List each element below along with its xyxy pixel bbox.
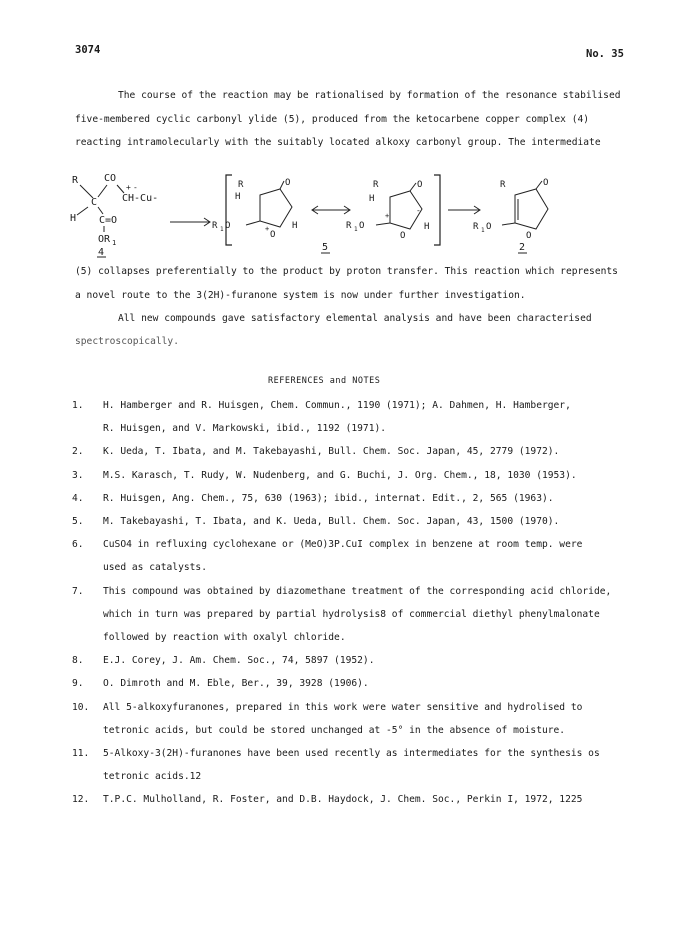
- reference-text: M.S. Karasch, T. Rudy, W. Nudenberg, and G. Buchi, J. Org. Chem., 18, 1030 (1953).: [103, 469, 577, 481]
- svg-text:R: R: [72, 175, 79, 186]
- paragraph2-line3: All new compounds gave satisfactory elemental analysis and have been characterised: [118, 313, 592, 324]
- svg-text:O: O: [526, 231, 532, 241]
- bracket-right: [434, 175, 440, 245]
- svg-text:R: R: [473, 222, 479, 232]
- compound-5-form-b: [346, 180, 429, 241]
- svg-text:+: +: [385, 212, 390, 220]
- svg-text:H: H: [369, 194, 375, 204]
- compound-2-structure: [473, 178, 548, 253]
- reference-text: E.J. Corey, J. Am. Chem. Soc., 74, 5897 (1952).: [103, 655, 375, 667]
- references-title: REFERENCES and NOTES: [268, 376, 381, 386]
- svg-text:R: R: [373, 180, 379, 190]
- svg-text:-: -: [133, 183, 138, 192]
- svg-text:H: H: [235, 192, 241, 202]
- issue-number: No. 35: [586, 48, 624, 60]
- reference-number: 10.: [72, 701, 90, 713]
- reaction-scheme: [60, 165, 620, 260]
- svg-text:OR: OR: [98, 234, 111, 245]
- reference-number: 1.: [72, 400, 84, 411]
- reference-number: 7.: [72, 585, 84, 597]
- reference-number: 6.: [72, 539, 84, 551]
- svg-text:O: O: [270, 230, 276, 240]
- svg-text:O: O: [400, 231, 406, 241]
- svg-text:H: H: [424, 222, 430, 232]
- svg-text:CH-Cu-: CH-Cu-: [122, 193, 159, 204]
- svg-text:O: O: [225, 221, 231, 231]
- svg-text:O: O: [417, 180, 423, 190]
- svg-text:CO: CO: [104, 173, 117, 184]
- reaction-arrow-1: [170, 218, 210, 226]
- reference-text: H. Hamberger and R. Huisgen, Chem. Commun., 1190 (1971); A. Dahmen, H. Hamberger,: [103, 400, 571, 411]
- paragraph1-line2: five-membered cyclic carbonyl ylide (5), produced from the ketocarbene copper complex (4): [75, 114, 590, 125]
- reference-text: CuSO4 in refluxing cyclohexane or (MeO)3P.CuI complex in benzene at room temp. were: [103, 539, 583, 551]
- reference-number: 11.: [72, 748, 90, 759]
- reference-number: 12.: [72, 794, 90, 806]
- reference-number: 9.: [72, 678, 84, 690]
- svg-text:O: O: [285, 178, 291, 188]
- reference-text: K. Ueda, T. Ibata, and M. Takebayashi, Bull. Chem. Soc. Japan, 45, 2779 (1972).: [103, 446, 560, 458]
- reference-number: 4.: [72, 492, 84, 504]
- paragraph2-line4: spectroscopically.: [75, 336, 179, 347]
- reference-text: 5-Alkoxy-3(2H)-furanones have been used recently as intermediates for the synthesis os: [103, 748, 600, 759]
- svg-text:1: 1: [112, 239, 117, 247]
- page-number: 3074: [75, 44, 101, 56]
- reference-text: followed by reaction with oxalyl chloride.: [103, 632, 346, 643]
- reaction-arrow-2: [448, 206, 480, 214]
- svg-text:R: R: [346, 221, 352, 231]
- compound-4-structure: [70, 173, 158, 258]
- compound-5-label: 5: [322, 242, 329, 253]
- svg-text:-: -: [416, 206, 421, 215]
- reference-text: used as catalysts.: [103, 562, 207, 574]
- svg-text:O: O: [359, 221, 365, 231]
- reference-text: This compound was obtained by diazomethane treatment of the corresponding acid chloride,: [103, 585, 612, 597]
- resonance-arrow: [312, 206, 350, 214]
- paragraph2-line2: a novel route to the 3(2H)-furanone system is now under further investigation.: [75, 290, 526, 301]
- reference-text: All 5-alkoxyfuranones, prepared in this work were water sensitive and hydrolised to: [103, 701, 583, 713]
- svg-text:+: +: [265, 225, 270, 233]
- svg-text:1: 1: [220, 226, 224, 233]
- svg-text:C=O: C=O: [99, 215, 118, 226]
- reference-text: tetronic acids, but could be stored unchanged at -5° in the absence of moisture.: [103, 724, 566, 736]
- reference-number: 8.: [72, 655, 84, 667]
- reference-number: 5.: [72, 516, 84, 527]
- reference-text: R. Huisgen, Ang. Chem., 75, 630 (1963); ibid., internat. Edit., 2, 565 (1963).: [103, 492, 554, 504]
- svg-text:1: 1: [481, 227, 485, 234]
- svg-text:C: C: [91, 197, 98, 208]
- reference-text: which in turn was prepared by partial hydrolysis8 of commercial diethyl phenylmalonate: [103, 608, 600, 620]
- reference-text: M. Takebayashi, T. Ibata, and K. Ueda, Bull. Chem. Soc. Japan, 43, 1500 (1970).: [103, 516, 560, 527]
- svg-text:+: +: [126, 183, 131, 192]
- svg-text:O: O: [486, 222, 492, 232]
- reference-text: tetronic acids.12: [103, 771, 202, 783]
- bracket-left: [226, 175, 232, 245]
- paragraph1-line3: reacting intramolecularly with the suitably located alkoxy carbonyl group. The intermediate: [75, 137, 601, 148]
- reference-text: O. Dimroth and M. Eble, Ber., 39, 3928 (1906).: [103, 678, 369, 690]
- compound-5-form-a: [212, 178, 297, 240]
- svg-text:O: O: [543, 178, 549, 188]
- svg-text:H: H: [292, 221, 298, 231]
- svg-text:1: 1: [354, 226, 358, 233]
- reference-text: R. Huisgen, and V. Markowski, ibid., 1192 (1971).: [103, 423, 387, 435]
- svg-text:R: R: [238, 180, 244, 190]
- paragraph1-line1: The course of the reaction may be rationalised by formation of the resonance stabilised: [118, 90, 621, 101]
- svg-text:R: R: [212, 221, 218, 231]
- svg-text:R: R: [500, 180, 506, 190]
- paragraph2-line1: (5) collapses preferentially to the product by proton transfer. This reaction which represents: [75, 266, 618, 277]
- compound-2-label: 2: [519, 242, 526, 253]
- reference-text: T.P.C. Mulholland, R. Foster, and D.B. Haydock, J. Chem. Soc., Perkin I, 1972, 1225: [103, 794, 583, 806]
- svg-text:H: H: [70, 213, 77, 224]
- compound-4-label: 4: [98, 247, 105, 258]
- reference-number: 3.: [72, 469, 84, 481]
- reference-number: 2.: [72, 446, 84, 458]
